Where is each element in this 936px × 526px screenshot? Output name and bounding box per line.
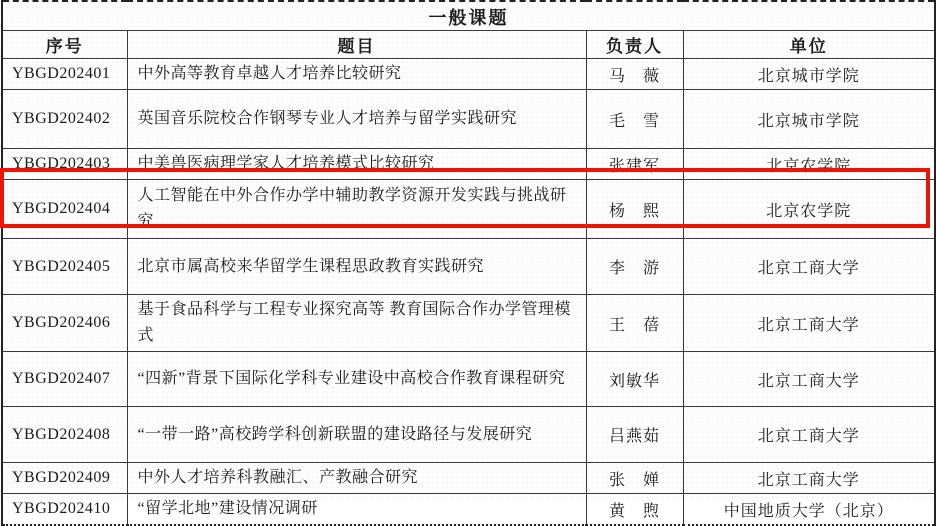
table-row xyxy=(2,463,935,494)
cell-serial: YBGD202408 xyxy=(2,407,127,463)
cell-title: 人工智能在中外合作办学中辅助教学资源开发实践与挑战研究 xyxy=(127,180,586,239)
cell-title: 英国音乐院校合作钢琴专业人才培养与留学实践研究 xyxy=(127,90,586,149)
cell-serial: YBGD202403 xyxy=(2,149,127,180)
cell-lead: 王 蓓 xyxy=(586,295,683,352)
table-row xyxy=(2,90,935,149)
cell-unit: 中国地质大学（北京） xyxy=(683,494,935,526)
cell-serial: YBGD202406 xyxy=(2,295,127,352)
cell-unit: 北京工商大学 xyxy=(683,463,935,494)
table-row xyxy=(2,352,935,407)
header-serial-number: 序号 xyxy=(2,31,127,59)
header-unit: 单位 xyxy=(683,31,935,59)
section-title: 一般课题 xyxy=(2,1,935,31)
cell-lead: 马 薇 xyxy=(586,59,683,90)
cell-title: 基于食品科学与工程专业探究高等 教育国际合作办学管理模式 xyxy=(127,295,586,352)
cell-unit: 北京工商大学 xyxy=(683,407,935,463)
cell-unit: 北京城市学院 xyxy=(683,90,935,149)
cell-unit: 北京农学院 xyxy=(683,149,935,180)
cell-serial: YBGD202404 xyxy=(2,180,127,239)
cell-lead: 刘敏华 xyxy=(586,352,683,407)
cell-unit: 北京城市学院 xyxy=(683,59,935,90)
header-lead: 负责人 xyxy=(586,31,683,59)
header-title: 题目 xyxy=(127,31,586,59)
cell-serial: YBGD202402 xyxy=(2,90,127,149)
cell-unit: 北京工商大学 xyxy=(683,352,935,407)
cell-unit: 北京农学院 xyxy=(683,180,935,239)
table-row xyxy=(2,239,935,295)
table-row xyxy=(2,295,935,352)
table-row xyxy=(2,59,935,90)
cell-title: 北京市属高校来华留学生课程思政教育实践研究 xyxy=(127,239,586,295)
cell-lead: 毛 雪 xyxy=(586,90,683,149)
cell-lead: 张 婵 xyxy=(586,463,683,494)
cell-unit: 北京工商大学 xyxy=(683,295,935,352)
table-row xyxy=(2,494,935,526)
cell-serial: YBGD202410 xyxy=(2,494,127,526)
cell-title: 中外高等教育卓越人才培养比较研究 xyxy=(127,59,586,90)
cell-lead: 张建军 xyxy=(586,149,683,180)
cell-serial: YBGD202401 xyxy=(2,59,127,90)
cell-lead: 杨 熙 xyxy=(586,180,683,239)
cell-title: “四新”背景下国际化学科专业建设中高校合作教育课程研究 xyxy=(127,352,586,407)
cell-lead: 吕燕茹 xyxy=(586,407,683,463)
general-projects-table xyxy=(1,0,936,526)
cell-lead: 黄 煦 xyxy=(586,494,683,526)
cell-serial: YBGD202407 xyxy=(2,352,127,407)
cell-serial: YBGD202409 xyxy=(2,463,127,494)
cell-title: “一带一路”高校跨学科创新联盟的建设路径与发展研究 xyxy=(127,407,586,463)
cell-title: 中外人才培养科教融汇、产教融合研究 xyxy=(127,463,586,494)
table-row-highlighted xyxy=(2,180,935,239)
cell-unit: 北京工商大学 xyxy=(683,239,935,295)
table-row xyxy=(2,407,935,463)
cell-title: 中美兽医病理学家人才培养模式比较研究 xyxy=(127,149,586,180)
table-row xyxy=(2,149,935,180)
cell-title: “留学北地”建设情况调研 xyxy=(127,494,586,526)
cell-lead: 李 游 xyxy=(586,239,683,295)
cell-serial: YBGD202405 xyxy=(2,239,127,295)
section-title-row xyxy=(2,1,935,31)
table-header-row xyxy=(2,31,935,59)
